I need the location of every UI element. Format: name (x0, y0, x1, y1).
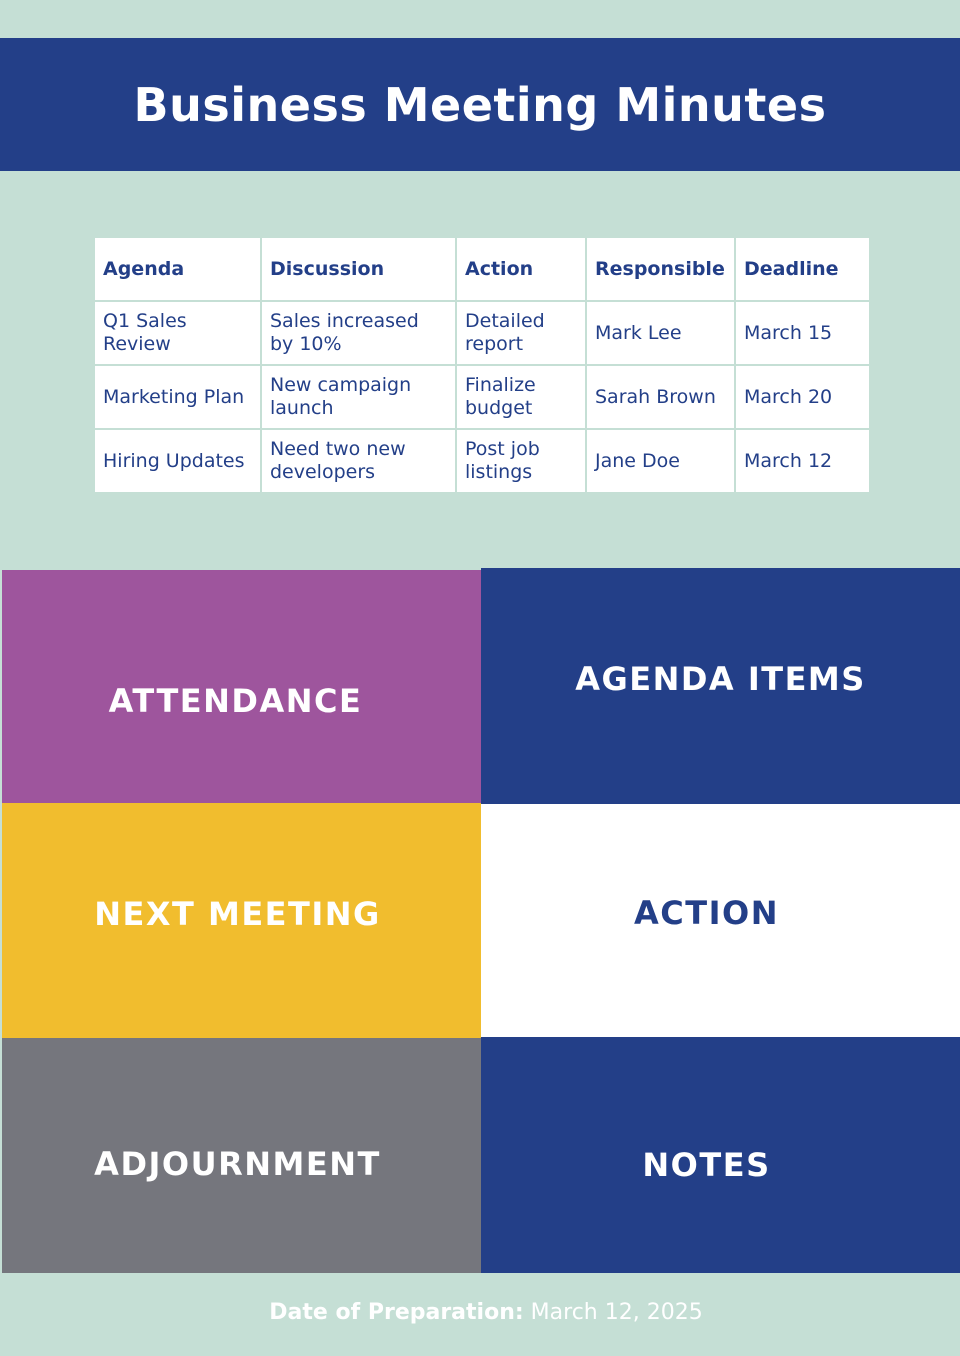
tile-notes-label: NOTES (642, 1146, 771, 1184)
preparation-date (0, 1300, 960, 1325)
cell-discussion: Need two new developers (261, 429, 456, 493)
cell-agenda: Q1 Sales Review (94, 301, 261, 365)
table-row (94, 365, 870, 429)
tile-adjournment (2, 1038, 481, 1273)
tile-adjournment-label: ADJOURNMENT (94, 1144, 381, 1183)
cell-discussion: Sales increased by 10% (261, 301, 456, 365)
cell-action: Post job listings (456, 429, 586, 493)
tile-next-meeting (2, 803, 481, 1038)
page-header (0, 38, 960, 171)
minutes-table-container (93, 236, 869, 494)
cell-deadline: March 12 (735, 429, 870, 493)
cell-agenda: Marketing Plan (94, 365, 261, 429)
table-header-row (94, 237, 870, 301)
section-tiles-grid (0, 568, 960, 1273)
cell-action: Detailed report (456, 301, 586, 365)
page-title: Business Meeting Minutes (133, 77, 827, 132)
cell-discussion: New campaign launch (261, 365, 456, 429)
table-row (94, 301, 870, 365)
cell-action: Finalize budget (456, 365, 586, 429)
tile-action-label: ACTION (634, 893, 779, 932)
tile-notes (481, 1037, 960, 1273)
preparation-date-label: Date of Preparation: (269, 1300, 524, 1325)
column-header-action: Action (456, 237, 586, 301)
minutes-table (93, 236, 871, 494)
preparation-date-value: March 12, 2025 (530, 1300, 703, 1325)
column-header-agenda: Agenda (94, 237, 261, 301)
cell-deadline: March 15 (735, 301, 870, 365)
tile-agenda-items-label: AGENDA ITEMS (575, 660, 866, 698)
table-row (94, 429, 870, 493)
tile-action (481, 804, 960, 1037)
cell-responsible: Jane Doe (586, 429, 735, 493)
cell-agenda: Hiring Updates (94, 429, 261, 493)
tile-attendance-label: ATTENDANCE (108, 681, 363, 720)
column-header-responsible: Responsible (586, 237, 735, 301)
tile-agenda-items (481, 568, 960, 804)
tile-next-meeting-label: NEXT MEETING (94, 894, 381, 933)
tile-attendance (2, 570, 481, 803)
cell-deadline: March 20 (735, 365, 870, 429)
cell-responsible: Mark Lee (586, 301, 735, 365)
cell-responsible: Sarah Brown (586, 365, 735, 429)
column-header-discussion: Discussion (261, 237, 456, 301)
column-header-deadline: Deadline (735, 237, 870, 301)
